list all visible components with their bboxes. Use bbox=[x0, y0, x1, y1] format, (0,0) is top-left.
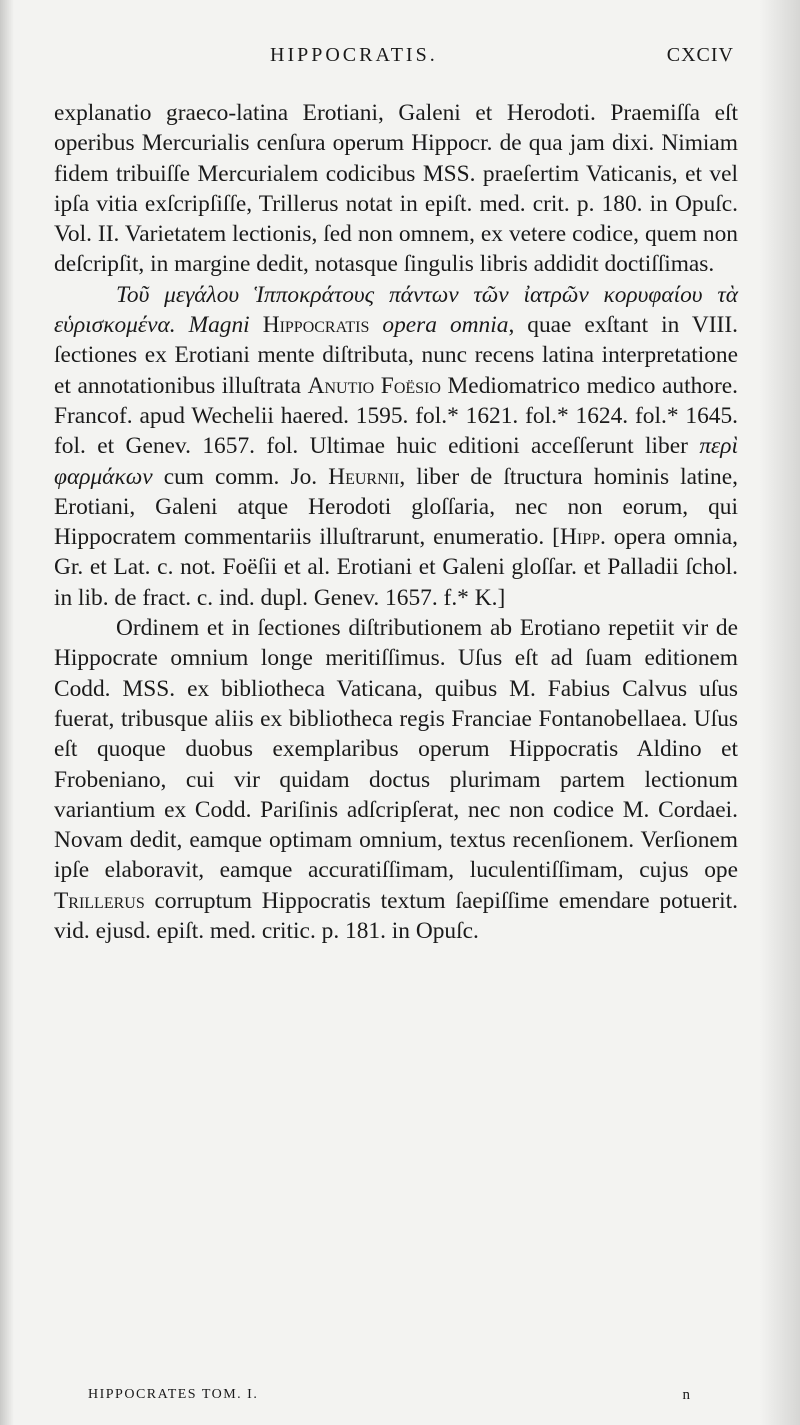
running-title: HIPPOCRATIS. bbox=[270, 44, 438, 66]
text-run: Hipp. bbox=[559, 524, 606, 551]
running-header bbox=[54, 0, 738, 98]
text-run: Trillerus bbox=[54, 887, 145, 914]
text-run bbox=[250, 312, 263, 338]
text-run: opera omnia bbox=[382, 312, 509, 339]
text-run: explanatio graeco-latina Erotiani, Galeni et Herodoti. Praemiſſa eſt operibus Mercurialis cenſura operum Hippocr. de qua jam dixi. Nimiam fidem tribuiſſe Mercurialem codicibus MSS. praeſertim Vaticanis, et vel ipſa vitia exſcripſiſſe, Trillerus notat in epiſt. med. crit. p. 180. in Opuſc. Vol. II. Varietatem lectionis, ſed non omnem, ex vetere codice, quem non deſcripſit, in margine dedit, notasque ſingulis libris addidit doctiſſimas. bbox=[54, 100, 738, 278]
text-run: corruptum Hippocratis textum ſaepiſſime emendare potuerit. vid. ejusd. epiſt. med. critic. p. 181. in Opuſc. bbox=[54, 887, 738, 945]
page-number: CXCIV bbox=[666, 44, 734, 66]
page-footer bbox=[88, 1387, 690, 1403]
text-run bbox=[176, 312, 189, 338]
text-run: , liber de ſtructura hominis latine, Erotiani, Galeni atque Herodoti gloſſaria, nec non eorum, qui Hippocratem commentariis illuſtrarunt, enumeratio. [ bbox=[54, 463, 738, 551]
text-run bbox=[369, 312, 382, 338]
footer-running-title: HIPPOCRATES TOM. I. bbox=[88, 1387, 259, 1402]
text-run: Magni bbox=[188, 312, 250, 339]
text-run: Τοῦ μεγάλου Ἱπποκράτους πάντων τῶν ἰατρῶν κορυφαίου τὰ εὑρισκομένα. bbox=[54, 281, 738, 339]
body-text bbox=[54, 98, 738, 946]
text-run: , quae exſtant in VIII. ſectiones ex Erotiani mente diſtributa, nunc recens latina interpretatione et annotationibus illuſtrata bbox=[54, 312, 738, 399]
text-run: cum comm. Jo. bbox=[152, 463, 329, 490]
text-run: Hippocratis bbox=[262, 312, 370, 339]
paragraph-3 bbox=[54, 613, 738, 946]
text-run: opera omnia, Gr. et Lat. c. not. Foëſii et al. Erotiani et Galeni gloſſar. et Palladii ſchol. in lib. de fract. c. ind. dupl. Genev. 1657. f.* K.] bbox=[54, 524, 739, 611]
text-run: περὶ φαρμάκων bbox=[54, 433, 738, 490]
paragraph-1 bbox=[54, 98, 738, 280]
text-run: Mediomatrico medico authore. Francof. apud Wechelii haered. 1595. fol.* 1621. fol.* 1624. fol.* 1645. fol. et Genev. 1657. fol. Ultimae huic editioni acceſſerunt liber bbox=[54, 372, 738, 460]
signature-mark: n bbox=[682, 1387, 690, 1403]
text-run: Heurnii bbox=[328, 463, 400, 490]
text-run: Anutio Foësio bbox=[307, 372, 441, 399]
text-run: Ordinem et in ſectiones diſtributionem ab Erotiano repetiit vir de Hippocrate omnium longe meritiſſimus. Uſus eſt ad ſuam editionem Codd. MSS. ex bibliotheca Vaticana, quibus M. Fabius Calvus uſus fuerat, tribusque aliis ex bibliotheca regis Franciae Fontanobellaea. Uſus eſt quoque duobus exemplaribus operum Hippocratis Aldino et Frobeniano, cui vir quidam doctus plurimam partem lectionum variantium ex Codd. Pariſinis adſcripſerat, nec non codice M. Cordaei. Novam dedit, eamque optimam omnium, textus recenſionem. Verſionem ipſe elaboravit, eamque accuratiſſimam, luculentiſſimam, cujus ope bbox=[54, 615, 738, 884]
paragraph-2 bbox=[54, 280, 738, 613]
